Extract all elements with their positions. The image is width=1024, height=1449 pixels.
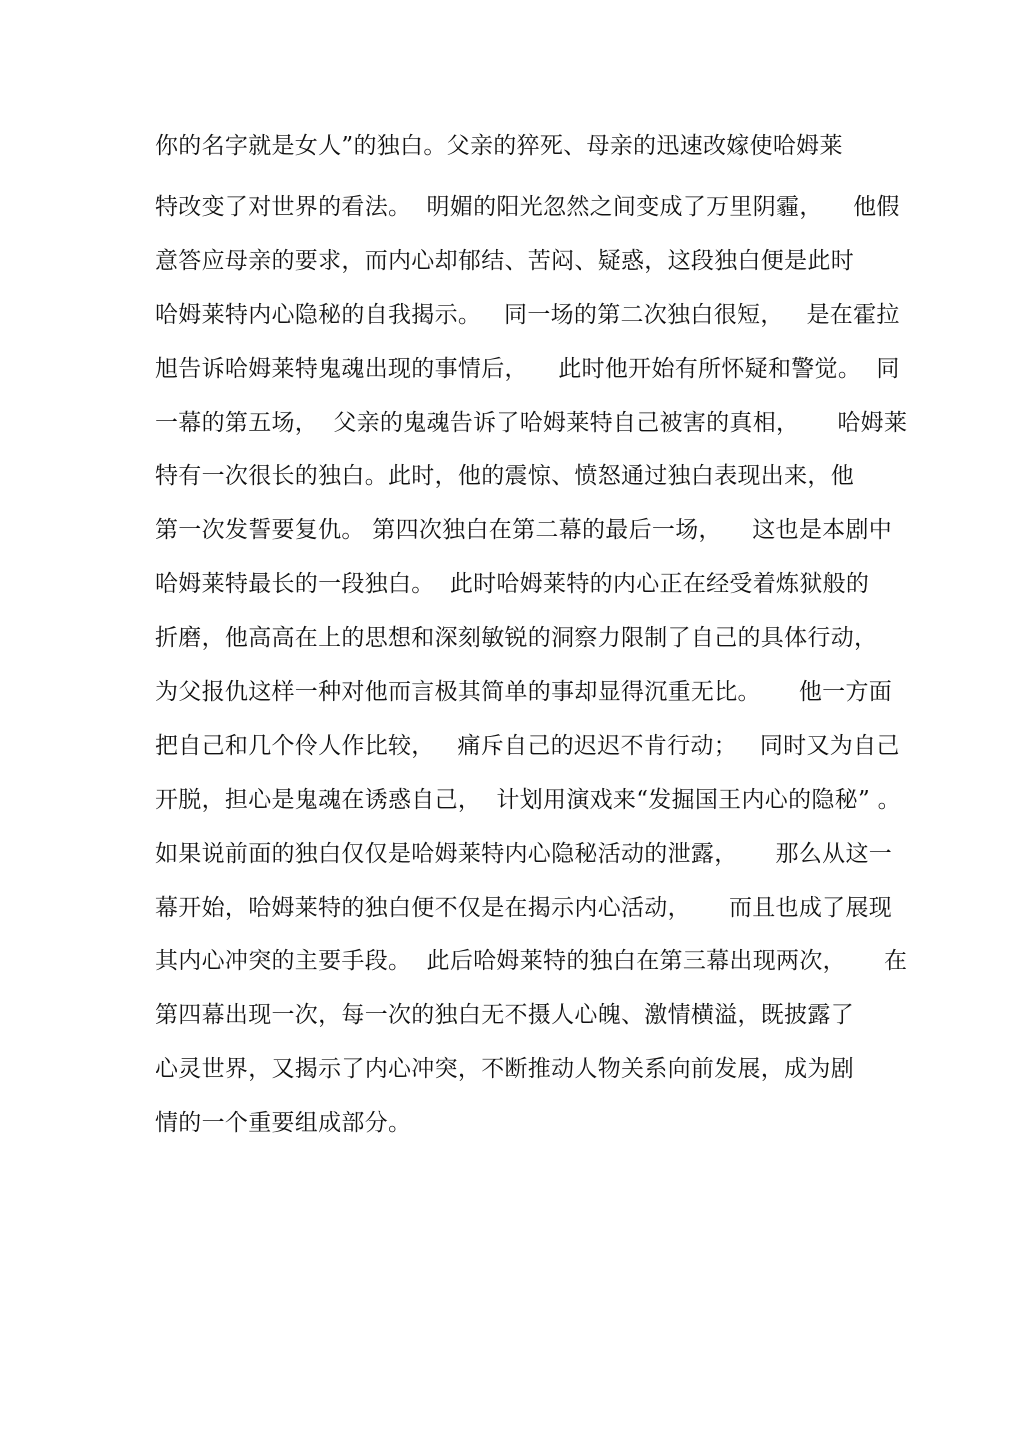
text-line: 情的一个重要组成部分。 — [155, 1110, 412, 1136]
text-line: 一幕的第五场， 父亲的鬼魂告诉了哈姆莱特自己被害的真相， 哈姆莱 — [155, 410, 908, 436]
text-line: 开脱，担心是鬼魂在诱惑自己， 计划用演戏来“发掘国王内心的隐秘” 。 — [155, 787, 901, 813]
text-line: 特有一次很长的独白。此时，他的震惊、愤怒通过独白表现出来，他 — [155, 463, 854, 489]
text-line: 心灵世界，又揭示了内心冲突，不断推动人物关系向前发展，成为剧 — [155, 1056, 854, 1082]
text-line: 哈姆莱特内心隐秘的自我揭示。 同一场的第二次独白很短， 是在霍拉 — [155, 302, 900, 328]
text-line: 第一次发誓要复仇。 第四次独白在第二幕的最后一场， 这也是本剧中 — [155, 517, 893, 543]
text-line: 特改变了对世界的看法。 明媚的阳光忽然之间变成了万里阴霾， 他假 — [155, 194, 900, 220]
text-line: 折磨，他高高在上的思想和深刻敏锐的洞察力限制了自己的具体行动， — [155, 625, 878, 651]
text-line: 为父报仇这样一种对他而言极其简单的事却显得沉重无比。 他一方面 — [155, 679, 893, 705]
text-line: 幕开始，哈姆莱特的独白便不仅是在揭示内心活动， 而且也成了展现 — [155, 895, 893, 921]
text-line: 如果说前面的独白仅仅是哈姆莱特内心隐秘活动的泄露， 那么从这一 — [155, 841, 893, 867]
text-line: 其内心冲突的主要手段。 此后哈姆莱特的独白在第三幕出现两次， 在 — [155, 948, 908, 974]
text-line: 你的名字就是女人”的独白。父亲的猝死、母亲的迅速改嫁使哈姆莱 — [155, 133, 843, 159]
text-line: 第四幕出现一次，每一次的独白无不摄人心魄、激情横溢，既披露了 — [155, 1002, 854, 1028]
text-line: 旭告诉哈姆莱特鬼魂出现的事情后， 此时他开始有所怀疑和警觉。 同 — [155, 356, 900, 382]
text-line: 把自己和几个伶人作比较， 痛斥自己的迟迟不肯行动； 同时又为自己 — [155, 733, 900, 759]
text-line: 哈姆莱特最长的一段独白。 此时哈姆莱特的内心正在经受着炼狱般的 — [155, 571, 870, 597]
text-line: 意答应母亲的要求，而内心却郁结、苦闷、疑惑，这段独白便是此时 — [155, 248, 854, 274]
